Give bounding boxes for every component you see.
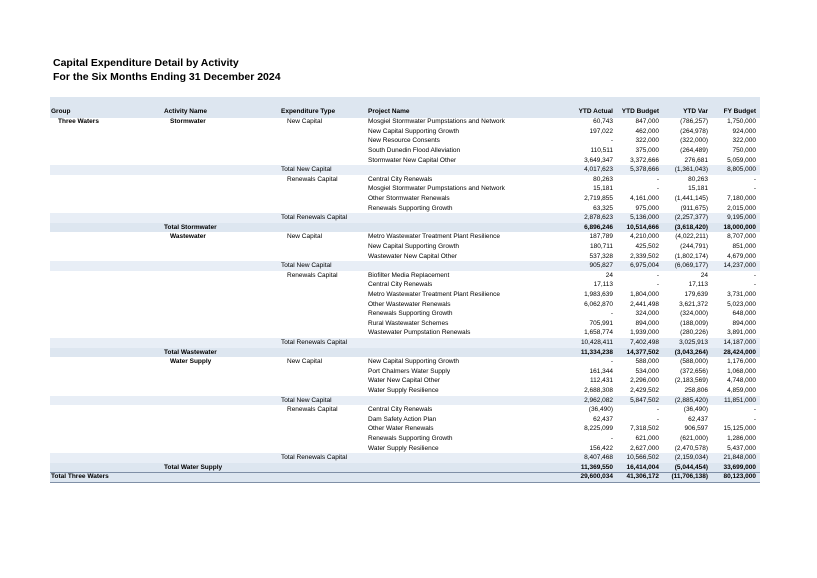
cell-ytd-var: (2,470,578) bbox=[674, 444, 708, 452]
table-row bbox=[50, 175, 760, 185]
cell-ytd-var: 3,025,913 bbox=[679, 339, 708, 346]
cell-ytd-var: (6,069,177) bbox=[674, 262, 708, 270]
cell-fy-budget: 18,000,000 bbox=[723, 223, 756, 231]
cell-ytd-budget: 4,210,000 bbox=[630, 233, 659, 241]
header-ytd-actual: YTD Actual bbox=[578, 108, 613, 115]
cell-project-name: Water New Capital Other bbox=[368, 377, 441, 385]
cell-ytd-actual: 62,437 bbox=[593, 415, 613, 423]
cell-fy-budget: 4,679,000 bbox=[727, 252, 756, 260]
cell-fy-budget: 648,000 bbox=[732, 310, 756, 318]
cell-ytd-var: (188,009) bbox=[680, 319, 708, 327]
cell-fy-budget: 894,000 bbox=[732, 319, 756, 327]
table-row bbox=[50, 271, 760, 281]
subtotal-row bbox=[50, 165, 760, 175]
cell-ytd-actual: 156,422 bbox=[589, 444, 613, 452]
cell-ytd-actual: 705,991 bbox=[589, 319, 613, 327]
cell-group: Three Waters bbox=[58, 118, 99, 126]
cell-ytd-budget: 375,000 bbox=[635, 147, 659, 154]
grand-total-top-rule bbox=[50, 472, 760, 473]
cell-ytd-var: 179,639 bbox=[684, 291, 708, 298]
cell-ytd-actual: (36,490) bbox=[588, 406, 613, 414]
table-row bbox=[50, 424, 760, 434]
cell-ytd-actual: 60,743 bbox=[593, 118, 613, 126]
cell-ytd-actual: 10,428,411 bbox=[580, 339, 613, 346]
table-row bbox=[50, 136, 760, 146]
cell-activity-name: Stormwater bbox=[170, 118, 206, 126]
cell-expenditure-type: Renewals Capital bbox=[287, 406, 338, 414]
cell-ytd-budget: - bbox=[656, 281, 659, 289]
cell-ytd-actual: - bbox=[610, 137, 613, 145]
table-row bbox=[50, 319, 760, 329]
cell-project-name: Dam Safety Action Plan bbox=[368, 415, 437, 423]
cell-ytd-budget: 534,000 bbox=[635, 367, 659, 375]
table-row bbox=[50, 300, 760, 310]
cell-ytd-actual: 2,719,855 bbox=[584, 195, 613, 202]
cell-fy-budget: 80,123,000 bbox=[723, 473, 756, 481]
cell-ytd-actual: - bbox=[610, 435, 613, 442]
table-row bbox=[50, 309, 760, 319]
table-row bbox=[50, 117, 760, 127]
cell-ytd-actual: 4,017,623 bbox=[584, 166, 613, 174]
cell-ytd-actual: 63,325 bbox=[593, 204, 613, 212]
table-row bbox=[50, 376, 760, 386]
cell-ytd-budget: 2,441,498 bbox=[630, 300, 659, 308]
cell-ytd-budget: - bbox=[656, 175, 659, 183]
table-row bbox=[50, 156, 760, 166]
cell-ytd-budget: 6,975,004 bbox=[630, 262, 659, 270]
cell-ytd-var: (588,000) bbox=[680, 358, 708, 366]
cell-fy-budget: 33,699,000 bbox=[723, 463, 756, 471]
cell-ytd-var: 17,113 bbox=[688, 281, 708, 289]
cell-expenditure-type: Renewals Capital bbox=[287, 175, 338, 183]
cell-ytd-var: (2,885,420) bbox=[674, 396, 708, 404]
cell-ytd-budget: - bbox=[656, 415, 659, 423]
cell-expenditure-type: Total New Capital bbox=[281, 396, 332, 404]
cell-ytd-budget: 7,318,502 bbox=[630, 425, 659, 433]
cell-project-name: Other Wastewater Renewals bbox=[368, 300, 451, 308]
cell-fy-budget: 14,187,000 bbox=[723, 339, 756, 346]
cell-ytd-actual: 24 bbox=[605, 271, 613, 279]
table-row bbox=[50, 386, 760, 396]
cell-ytd-budget: 2,429,502 bbox=[630, 387, 659, 394]
cell-activity-name: Total Stormwater bbox=[164, 223, 217, 231]
cell-project-name: Metro Wastewater Treatment Plant Resilience bbox=[368, 233, 500, 241]
cell-fy-budget: 5,023,000 bbox=[727, 300, 756, 308]
cell-project-name: Other Water Renewals bbox=[368, 425, 434, 433]
cell-ytd-budget: 5,136,000 bbox=[630, 214, 659, 222]
cell-ytd-var: (5,044,454) bbox=[674, 463, 708, 471]
cell-project-name: Renewals Supporting Growth bbox=[368, 204, 453, 212]
cell-ytd-budget: 588,000 bbox=[635, 358, 659, 366]
cell-expenditure-type: New Capital bbox=[287, 358, 323, 366]
cell-ytd-budget: 10,566,502 bbox=[626, 454, 659, 462]
cell-project-name: Renewals Supporting Growth bbox=[368, 435, 453, 442]
cell-fy-budget: 322,000 bbox=[732, 137, 756, 145]
cell-project-name: Mosgiel Stormwater Pumpstations and Network bbox=[368, 185, 505, 193]
cell-ytd-actual: 905,827 bbox=[589, 262, 613, 270]
cell-fy-budget: 8,707,000 bbox=[727, 233, 756, 241]
subtotal-row bbox=[50, 396, 760, 406]
table-row bbox=[50, 290, 760, 300]
cell-ytd-actual: 112,431 bbox=[589, 377, 613, 385]
cell-ytd-var: (264,978) bbox=[680, 127, 708, 135]
cell-expenditure-type: New Capital bbox=[287, 118, 323, 126]
cell-fy-budget: 9,195,000 bbox=[727, 214, 756, 222]
cell-fy-budget: - bbox=[753, 175, 756, 183]
cell-expenditure-type: Total Renewals Capital bbox=[281, 339, 348, 346]
cell-ytd-budget: 4,161,000 bbox=[630, 195, 659, 202]
cell-ytd-budget: - bbox=[656, 406, 659, 414]
cell-ytd-var: 258,806 bbox=[684, 387, 708, 394]
cell-ytd-var: 24 bbox=[700, 271, 708, 279]
cell-activity-name: Wastewater bbox=[170, 233, 206, 241]
cell-expenditure-type: Total New Capital bbox=[281, 166, 332, 174]
table-row bbox=[50, 204, 760, 214]
cell-ytd-budget: 621,000 bbox=[635, 435, 659, 442]
table-row bbox=[50, 444, 760, 454]
table-row bbox=[50, 280, 760, 290]
cell-ytd-actual: 6,062,870 bbox=[584, 300, 613, 308]
cell-project-name: Central City Renewals bbox=[368, 175, 433, 183]
cell-ytd-actual: 1,983,639 bbox=[584, 291, 613, 298]
cell-ytd-actual: 11,369,550 bbox=[580, 463, 613, 471]
cell-fy-budget: - bbox=[753, 271, 756, 279]
header-expenditure-type: Expenditure Type bbox=[281, 108, 336, 115]
header-activity-name: Activity Name bbox=[164, 108, 207, 115]
cell-ytd-actual: 110,511 bbox=[590, 147, 613, 154]
cell-ytd-budget: 2,627,000 bbox=[630, 444, 659, 452]
cell-fy-budget: 11,851,000 bbox=[723, 396, 756, 404]
cell-ytd-budget: 322,000 bbox=[635, 137, 659, 145]
cell-ytd-actual: 17,113 bbox=[593, 281, 613, 289]
cell-project-name: Biofilter Media Replacement bbox=[368, 271, 450, 279]
activity-total-row bbox=[50, 348, 760, 358]
cell-ytd-budget: - bbox=[656, 271, 659, 279]
cell-fy-budget: 2,015,000 bbox=[727, 204, 756, 212]
grand-total-bottom-rule bbox=[50, 482, 760, 483]
cell-project-name: Wastewater Pumpstation Renewals bbox=[368, 329, 471, 337]
cell-ytd-var: (324,000) bbox=[680, 310, 708, 318]
cell-ytd-var: 80,263 bbox=[688, 175, 708, 183]
cell-ytd-budget: 16,414,004 bbox=[626, 463, 659, 471]
cell-fy-budget: 14,237,000 bbox=[723, 262, 756, 270]
cell-project-name: Water Supply Resilience bbox=[368, 387, 439, 394]
cell-ytd-actual: 11,334,238 bbox=[580, 348, 613, 356]
cell-ytd-var: (11,706,138) bbox=[671, 473, 708, 481]
table-row bbox=[50, 328, 760, 338]
cell-ytd-var: (2,183,569) bbox=[674, 377, 708, 385]
cell-ytd-actual: 2,878,623 bbox=[584, 214, 613, 222]
cell-ytd-actual: 15,181 bbox=[593, 185, 613, 193]
cell-fy-budget: 1,068,000 bbox=[727, 367, 756, 375]
cell-fy-budget: 4,859,000 bbox=[727, 387, 756, 394]
cell-ytd-budget: 14,377,502 bbox=[626, 348, 659, 356]
table-row bbox=[50, 146, 760, 156]
cell-ytd-budget: 1,804,000 bbox=[630, 291, 659, 298]
cell-fy-budget: 3,731,000 bbox=[727, 291, 756, 298]
table-row bbox=[50, 405, 760, 415]
header-project-name: Project Name bbox=[368, 108, 410, 115]
cell-ytd-budget: 894,000 bbox=[635, 319, 659, 327]
cell-project-name: New Capital Supporting Growth bbox=[368, 243, 460, 250]
cell-project-name: Mosgiel Stormwater Pumpstations and Network bbox=[368, 118, 505, 126]
cell-ytd-var: 906,597 bbox=[684, 425, 708, 433]
cell-ytd-budget: 975,000 bbox=[635, 204, 659, 212]
cell-ytd-var: (372,656) bbox=[680, 367, 708, 375]
cell-ytd-actual: - bbox=[610, 310, 613, 318]
cell-fy-budget: 1,176,000 bbox=[727, 358, 756, 366]
cell-project-name: Central City Renewals bbox=[368, 281, 433, 289]
table-row bbox=[50, 415, 760, 425]
cell-ytd-budget: 1,939,000 bbox=[630, 329, 659, 337]
cell-ytd-actual: 2,688,308 bbox=[584, 387, 613, 394]
cell-fy-budget: 8,805,000 bbox=[727, 166, 756, 174]
cell-ytd-var: (244,791) bbox=[680, 243, 708, 250]
cell-project-name: Metro Wastewater Treatment Plant Resilience bbox=[368, 291, 500, 298]
cell-ytd-budget: 41,306,172 bbox=[626, 473, 659, 481]
cell-project-name: Rural Wastewater Schemes bbox=[368, 319, 449, 327]
report-title: Capital Expenditure Detail by Activity bbox=[53, 57, 239, 69]
table-row bbox=[50, 434, 760, 444]
cell-fy-budget: 5,059,000 bbox=[727, 156, 756, 164]
cell-ytd-var: 62,437 bbox=[688, 415, 708, 423]
cell-ytd-var: (2,159,034) bbox=[674, 454, 708, 462]
cell-ytd-actual: 161,344 bbox=[589, 367, 613, 375]
cell-ytd-var: (1,802,174) bbox=[674, 252, 708, 260]
cell-ytd-actual: 8,407,468 bbox=[584, 454, 613, 462]
cell-ytd-actual: 1,658,774 bbox=[584, 329, 613, 337]
cell-ytd-actual: 180,711 bbox=[589, 243, 613, 250]
cell-ytd-budget: 7,402,498 bbox=[630, 339, 659, 346]
cell-ytd-var: 3,621,372 bbox=[679, 300, 708, 308]
cell-ytd-var: (2,257,377) bbox=[674, 214, 708, 222]
cell-ytd-budget: 5,847,502 bbox=[630, 396, 659, 404]
cell-expenditure-type: Total Renewals Capital bbox=[281, 214, 348, 222]
cell-project-name: Renewals Supporting Growth bbox=[368, 310, 453, 318]
grand-total-row bbox=[50, 472, 760, 482]
table-row bbox=[50, 232, 760, 242]
cell-ytd-budget: 3,372,666 bbox=[630, 156, 659, 164]
cell-ytd-actual: 187,789 bbox=[589, 233, 613, 241]
cell-ytd-actual: 8,225,099 bbox=[584, 425, 613, 433]
cell-fy-budget: 4,748,000 bbox=[727, 377, 756, 385]
cell-ytd-var: (4,022,211) bbox=[675, 233, 708, 241]
cell-fy-budget: 7,180,000 bbox=[727, 195, 756, 202]
cell-ytd-actual: 3,649,347 bbox=[584, 156, 613, 164]
cell-fy-budget: 924,000 bbox=[732, 127, 756, 135]
cell-project-name: South Dunedin Flood Alleviation bbox=[368, 147, 461, 154]
cell-fy-budget: 851,000 bbox=[732, 243, 756, 250]
cell-project-name: Other Stormwater Renewals bbox=[368, 195, 450, 202]
report-subtitle: For the Six Months Ending 31 December 2024 bbox=[53, 71, 281, 83]
cell-ytd-actual: - bbox=[610, 358, 613, 366]
cell-fy-budget: - bbox=[753, 406, 756, 414]
cell-project-name: New Capital Supporting Growth bbox=[368, 127, 460, 135]
cell-group: Total Three Waters bbox=[51, 473, 109, 481]
cell-activity-name: Total Wastewater bbox=[164, 348, 217, 356]
table-row bbox=[50, 194, 760, 204]
cell-ytd-actual: 197,022 bbox=[589, 127, 613, 135]
cell-ytd-budget: 847,000 bbox=[635, 118, 659, 126]
activity-total-row bbox=[50, 463, 760, 473]
cell-ytd-var: (3,043,264) bbox=[674, 348, 708, 356]
table-row bbox=[50, 357, 760, 367]
header-group: Group bbox=[51, 108, 71, 115]
cell-ytd-var: (264,489) bbox=[680, 147, 708, 154]
cell-fy-budget: 750,000 bbox=[732, 147, 756, 154]
cell-fy-budget: 1,750,000 bbox=[727, 118, 756, 126]
cell-ytd-actual: 6,896,246 bbox=[584, 223, 613, 231]
cell-ytd-budget: - bbox=[656, 185, 659, 193]
cell-ytd-budget: 5,378,666 bbox=[630, 166, 659, 174]
cell-project-name: Port Chalmers Water Supply bbox=[368, 367, 451, 375]
subtotal-row bbox=[50, 213, 760, 223]
cell-fy-budget: 3,891,000 bbox=[727, 329, 756, 337]
cell-ytd-actual: 29,600,034 bbox=[580, 473, 613, 481]
cell-expenditure-type: Total Renewals Capital bbox=[281, 454, 348, 462]
header-fy-budget: FY Budget bbox=[723, 108, 756, 115]
cell-ytd-var: (621,000) bbox=[680, 435, 708, 442]
cell-fy-budget: 1,286,000 bbox=[727, 435, 756, 442]
cell-project-name: Wastewater New Capital Other bbox=[368, 252, 457, 260]
header-ytd-var: YTD Var bbox=[683, 108, 708, 115]
cell-fy-budget: 5,437,000 bbox=[727, 444, 756, 452]
cell-ytd-var: (280,226) bbox=[680, 329, 708, 337]
cell-project-name: New Resource Consents bbox=[368, 137, 440, 145]
cell-ytd-budget: 10,514,666 bbox=[626, 223, 659, 231]
cell-project-name: New Capital Supporting Growth bbox=[368, 358, 460, 366]
cell-fy-budget: 28,424,000 bbox=[723, 348, 756, 356]
cell-ytd-budget: 2,339,502 bbox=[630, 252, 659, 260]
cell-fy-budget: - bbox=[753, 281, 756, 289]
subtotal-row bbox=[50, 338, 760, 348]
subtotal-row bbox=[50, 453, 760, 463]
activity-total-row bbox=[50, 223, 760, 233]
cell-ytd-var: (1,441,145) bbox=[674, 195, 708, 202]
cell-ytd-var: (786,257) bbox=[680, 118, 708, 126]
cell-ytd-budget: 462,000 bbox=[635, 127, 659, 135]
header-ytd-budget: YTD Budget bbox=[621, 108, 659, 115]
cell-ytd-actual: 2,962,082 bbox=[584, 396, 613, 404]
table-row bbox=[50, 184, 760, 194]
subtotal-row bbox=[50, 261, 760, 271]
cell-ytd-var: 15,181 bbox=[688, 185, 708, 193]
table-row bbox=[50, 367, 760, 377]
cell-ytd-var: (322,000) bbox=[680, 137, 708, 145]
table-row bbox=[50, 252, 760, 262]
cell-fy-budget: 15,125,000 bbox=[723, 425, 756, 433]
cell-ytd-var: (1,361,043) bbox=[674, 166, 708, 174]
cell-ytd-var: (3,618,420) bbox=[674, 223, 708, 231]
cell-expenditure-type: Renewals Capital bbox=[287, 271, 338, 279]
cell-ytd-var: (911,675) bbox=[680, 204, 708, 212]
cell-project-name: Water Supply Resilience bbox=[368, 444, 439, 452]
cell-ytd-budget: 2,296,000 bbox=[630, 377, 659, 385]
cell-ytd-budget: 425,502 bbox=[635, 243, 659, 250]
cell-activity-name: Total Water Supply bbox=[164, 463, 223, 471]
table-row bbox=[50, 127, 760, 137]
cell-fy-budget: 21,848,000 bbox=[723, 454, 756, 462]
cell-fy-budget: - bbox=[753, 415, 756, 423]
cell-ytd-actual: 80,263 bbox=[593, 175, 613, 183]
cell-expenditure-type: New Capital bbox=[287, 233, 323, 241]
cell-ytd-budget: 324,000 bbox=[635, 310, 659, 318]
cell-expenditure-type: Total New Capital bbox=[281, 262, 332, 270]
cell-ytd-var: 276,681 bbox=[684, 156, 708, 164]
table-row bbox=[50, 242, 760, 252]
cell-activity-name: Water Supply bbox=[170, 358, 212, 366]
cell-ytd-var: (36,490) bbox=[683, 406, 708, 414]
cell-fy-budget: - bbox=[753, 185, 756, 193]
cell-ytd-actual: 537,328 bbox=[589, 252, 613, 260]
cell-project-name: Stormwater New Capital Other bbox=[368, 156, 457, 164]
cell-project-name: Central City Renewals bbox=[368, 406, 433, 414]
